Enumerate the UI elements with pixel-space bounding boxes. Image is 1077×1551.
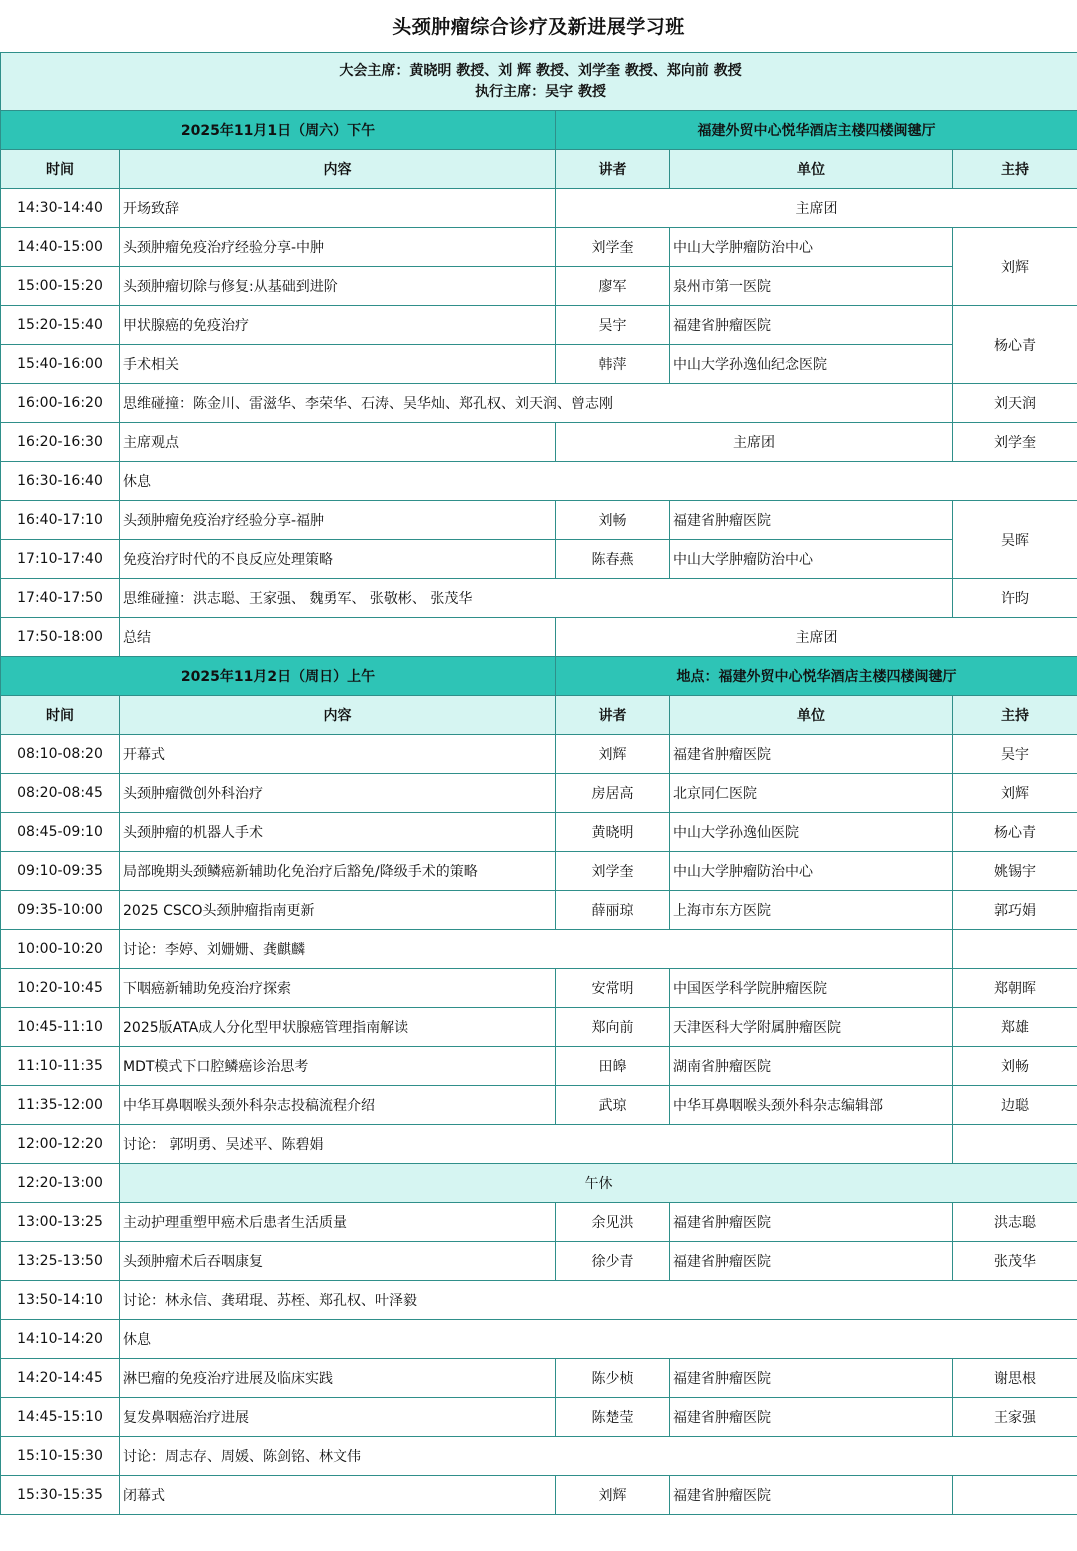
table-row	[1, 1359, 1077, 1398]
content-cell: 总结	[120, 618, 556, 657]
host-cell	[953, 1125, 1077, 1164]
day2-venue: 地点：福建外贸中心悦华酒店主楼四楼闽毽厅	[556, 657, 1077, 696]
content-cell: 主席观点	[120, 423, 556, 462]
time-cell: 10:20-10:45	[1, 969, 120, 1008]
speaker-cell: 薛丽琼	[556, 891, 670, 930]
table-row	[1, 1125, 1077, 1164]
time-cell: 11:10-11:35	[1, 1047, 120, 1086]
content-cell: 头颈肿瘤微创外科治疗	[120, 774, 556, 813]
table-row	[1, 306, 1077, 345]
host-cell: 郑朝晖	[953, 969, 1077, 1008]
header-speaker: 讲者	[556, 150, 670, 189]
table-row	[1, 1320, 1077, 1359]
speaker-cell: 余见洪	[556, 1203, 670, 1242]
unit-cell: 福建省肿瘤医院	[670, 735, 953, 774]
table-row	[1, 852, 1077, 891]
table-row	[1, 774, 1077, 813]
chairs-row	[1, 53, 1077, 111]
host-cell	[953, 1476, 1077, 1515]
table-row	[1, 1398, 1077, 1437]
day1-venue: 福建外贸中心悦华酒店主楼四楼闽毽厅	[556, 111, 1077, 150]
content-cell: 2025版ATA成人分化型甲状腺癌管理指南解读	[120, 1008, 556, 1047]
time-cell: 14:30-14:40	[1, 189, 120, 228]
table-row	[1, 813, 1077, 852]
header-unit: 单位	[670, 696, 953, 735]
table-row	[1, 462, 1077, 501]
table-row	[1, 423, 1077, 462]
speaker-cell: 武琼	[556, 1086, 670, 1125]
day1-header-row	[1, 150, 1077, 189]
header-unit: 单位	[670, 150, 953, 189]
table-row	[1, 1164, 1077, 1203]
content-cell: 头颈肿瘤术后吞咽康复	[120, 1242, 556, 1281]
header-time: 时间	[1, 150, 120, 189]
speaker-cell: 刘辉	[556, 1476, 670, 1515]
speaker-cell: 陈楚莹	[556, 1398, 670, 1437]
unit-cell: 湖南省肿瘤医院	[670, 1047, 953, 1086]
unit-cell: 泉州市第一医院	[670, 267, 953, 306]
content-cell: 讨论： 郭明勇、吴述平、陈碧娟	[120, 1125, 953, 1164]
content-cell: 头颈肿瘤免疫治疗经验分享-福肿	[120, 501, 556, 540]
chairs-line-1: 大会主席：黄晓明 教授、刘 辉 教授、刘学奎 教授、郑向前 教授	[339, 62, 742, 79]
content-cell: 头颈肿瘤免疫治疗经验分享-中肿	[120, 228, 556, 267]
schedule-table	[0, 52, 1077, 1515]
content-cell: 休息	[120, 1320, 1077, 1359]
speaker-cell: 黄晓明	[556, 813, 670, 852]
time-cell: 13:50-14:10	[1, 1281, 120, 1320]
unit-cell: 上海市东方医院	[670, 891, 953, 930]
host-cell	[953, 930, 1077, 969]
table-row	[1, 930, 1077, 969]
speaker-cell: 韩萍	[556, 345, 670, 384]
content-cell: MDT模式下口腔鳞癌诊治思考	[120, 1047, 556, 1086]
host-cell: 刘天润	[953, 384, 1077, 423]
lunch-cell: 午休	[120, 1164, 1077, 1203]
time-cell: 12:20-13:00	[1, 1164, 120, 1203]
unit-cell: 中山大学肿瘤防治中心	[670, 852, 953, 891]
time-cell: 16:30-16:40	[1, 462, 120, 501]
page-title: 头颈肿瘤综合诊疗及新进展学习班	[392, 16, 685, 38]
host-cell: 姚锡宇	[953, 852, 1077, 891]
time-cell: 15:30-15:35	[1, 1476, 120, 1515]
speaker-cell: 吴宇	[556, 306, 670, 345]
host-cell: 谢思根	[953, 1359, 1077, 1398]
content-cell: 头颈肿瘤的机器人手术	[120, 813, 556, 852]
day2-body	[1, 735, 1077, 1515]
table-row	[1, 1047, 1077, 1086]
header-content: 内容	[120, 696, 556, 735]
host-cell: 刘畅	[953, 1047, 1077, 1086]
header-host: 主持	[953, 696, 1077, 735]
day2-header-row	[1, 696, 1077, 735]
host-cell: 杨心青	[953, 813, 1077, 852]
content-cell: 2025 CSCO头颈肿瘤指南更新	[120, 891, 556, 930]
time-cell: 08:10-08:20	[1, 735, 120, 774]
time-cell: 09:10-09:35	[1, 852, 120, 891]
table-row	[1, 1086, 1077, 1125]
content-cell: 开场致辞	[120, 189, 556, 228]
table-row	[1, 1437, 1077, 1476]
time-cell: 13:00-13:25	[1, 1203, 120, 1242]
time-cell: 17:40-17:50	[1, 579, 120, 618]
table-row	[1, 1476, 1077, 1515]
content-cell: 淋巴瘤的免疫治疗进展及临床实践	[120, 1359, 556, 1398]
table-row	[1, 1242, 1077, 1281]
host-cell: 郑雄	[953, 1008, 1077, 1047]
time-cell: 16:40-17:10	[1, 501, 120, 540]
speaker-cell: 廖军	[556, 267, 670, 306]
time-cell: 08:20-08:45	[1, 774, 120, 813]
time-cell: 17:10-17:40	[1, 540, 120, 579]
unit-cell: 福建省肿瘤医院	[670, 1242, 953, 1281]
table-row	[1, 891, 1077, 930]
speaker-cell: 陈春燕	[556, 540, 670, 579]
time-cell: 15:10-15:30	[1, 1437, 120, 1476]
host-cell: 吴宇	[953, 735, 1077, 774]
speaker-cell: 徐少青	[556, 1242, 670, 1281]
time-cell: 10:45-11:10	[1, 1008, 120, 1047]
time-cell: 16:00-16:20	[1, 384, 120, 423]
day1-date: 2025年11月1日（周六）下午	[1, 111, 556, 150]
content-cell: 闭幕式	[120, 1476, 556, 1515]
unit-cell: 福建省肿瘤医院	[670, 1476, 953, 1515]
time-cell: 15:00-15:20	[1, 267, 120, 306]
header-host: 主持	[953, 150, 1077, 189]
time-cell: 16:20-16:30	[1, 423, 120, 462]
header-time: 时间	[1, 696, 120, 735]
speaker-cell: 田皞	[556, 1047, 670, 1086]
time-cell: 14:20-14:45	[1, 1359, 120, 1398]
content-cell: 复发鼻咽癌治疗进展	[120, 1398, 556, 1437]
content-cell: 局部晚期头颈鳞癌新辅助化免治疗后豁免/降级手术的策略	[120, 852, 556, 891]
unit-cell: 福建省肿瘤医院	[670, 306, 953, 345]
content-cell: 甲状腺癌的免疫治疗	[120, 306, 556, 345]
table-row	[1, 618, 1077, 657]
host-cell: 边聪	[953, 1086, 1077, 1125]
unit-cell: 中国医学科学院肿瘤医院	[670, 969, 953, 1008]
content-cell: 讨论：周志存、周媛、陈剑铭、林文伟	[120, 1437, 1077, 1476]
speaker-cell: 房居高	[556, 774, 670, 813]
table-row	[1, 579, 1077, 618]
chairs-cell	[1, 53, 1077, 111]
host-cell: 刘辉	[953, 774, 1077, 813]
table-row	[1, 384, 1077, 423]
time-cell: 14:40-15:00	[1, 228, 120, 267]
unit-cell: 中华耳鼻咽喉头颈外科杂志编辑部	[670, 1086, 953, 1125]
header-content: 内容	[120, 150, 556, 189]
host-cell: 洪志聪	[953, 1203, 1077, 1242]
content-cell: 免疫治疗时代的不良反应处理策略	[120, 540, 556, 579]
content-cell: 思维碰撞：洪志聪、王家强、 魏勇军、 张敬彬、 张茂华	[120, 579, 953, 618]
unit-cell: 福建省肿瘤医院	[670, 501, 953, 540]
content-cell: 中华耳鼻咽喉头颈外科杂志投稿流程介绍	[120, 1086, 556, 1125]
time-cell: 17:50-18:00	[1, 618, 120, 657]
content-cell: 思维碰撞：陈金川、雷滋华、李荣华、石涛、吴华灿、郑孔权、刘天润、曾志刚	[120, 384, 953, 423]
unit-cell: 福建省肿瘤医院	[670, 1398, 953, 1437]
table-row	[1, 1281, 1077, 1320]
header-speaker: 讲者	[556, 696, 670, 735]
host-cell: 许昀	[953, 579, 1077, 618]
day2-date: 2025年11月2日（周日）上午	[1, 657, 556, 696]
host-cell: 刘辉	[953, 228, 1077, 306]
host-cell: 刘学奎	[953, 423, 1077, 462]
unit-cell: 中山大学孙逸仙医院	[670, 813, 953, 852]
table-row	[1, 540, 1077, 579]
merged-cell: 主席团	[556, 618, 1077, 657]
chairs-line-2: 执行主席：吴宇 教授	[475, 83, 606, 100]
merged-cell: 主席团	[556, 189, 1077, 228]
unit-cell: 中山大学肿瘤防治中心	[670, 228, 953, 267]
unit-cell: 福建省肿瘤医院	[670, 1359, 953, 1398]
day1-bar	[1, 111, 1077, 150]
content-cell: 手术相关	[120, 345, 556, 384]
time-cell: 10:00-10:20	[1, 930, 120, 969]
table-row	[1, 1203, 1077, 1242]
content-cell: 头颈肿瘤切除与修复:从基础到进阶	[120, 267, 556, 306]
host-cell: 张茂华	[953, 1242, 1077, 1281]
content-cell: 开幕式	[120, 735, 556, 774]
time-cell: 12:00-12:20	[1, 1125, 120, 1164]
unit-cell: 中山大学孙逸仙纪念医院	[670, 345, 953, 384]
speaker-cell: 陈少桢	[556, 1359, 670, 1398]
time-cell: 14:45-15:10	[1, 1398, 120, 1437]
host-cell: 王家强	[953, 1398, 1077, 1437]
unit-cell: 天津医科大学附属肿瘤医院	[670, 1008, 953, 1047]
content-cell: 休息	[120, 462, 1077, 501]
day2-bar	[1, 657, 1077, 696]
unit-cell: 福建省肿瘤医院	[670, 1203, 953, 1242]
content-cell: 讨论：李婷、刘姗姗、龚麒麟	[120, 930, 953, 969]
merged-cell: 主席团	[556, 423, 953, 462]
time-cell: 14:10-14:20	[1, 1320, 120, 1359]
table-row	[1, 735, 1077, 774]
unit-cell: 北京同仁医院	[670, 774, 953, 813]
time-cell: 15:20-15:40	[1, 306, 120, 345]
content-cell: 主动护理重塑甲癌术后患者生活质量	[120, 1203, 556, 1242]
table-row	[1, 189, 1077, 228]
time-cell: 08:45-09:10	[1, 813, 120, 852]
table-row	[1, 1008, 1077, 1047]
table-row	[1, 501, 1077, 540]
speaker-cell: 郑向前	[556, 1008, 670, 1047]
table-row	[1, 345, 1077, 384]
content-cell: 讨论：林永信、龚珺琨、苏桎、郑孔权、叶泽毅	[120, 1281, 1077, 1320]
speaker-cell: 刘学奎	[556, 852, 670, 891]
table-row	[1, 228, 1077, 267]
content-cell: 下咽癌新辅助免疫治疗探索	[120, 969, 556, 1008]
speaker-cell: 安常明	[556, 969, 670, 1008]
speaker-cell: 刘畅	[556, 501, 670, 540]
speaker-cell: 刘辉	[556, 735, 670, 774]
time-cell: 09:35-10:00	[1, 891, 120, 930]
time-cell: 11:35-12:00	[1, 1086, 120, 1125]
time-cell: 13:25-13:50	[1, 1242, 120, 1281]
host-cell: 吴晖	[953, 501, 1077, 579]
table-row	[1, 267, 1077, 306]
host-cell: 杨心青	[953, 306, 1077, 384]
time-cell: 15:40-16:00	[1, 345, 120, 384]
speaker-cell: 刘学奎	[556, 228, 670, 267]
unit-cell: 中山大学肿瘤防治中心	[670, 540, 953, 579]
host-cell: 郭巧娟	[953, 891, 1077, 930]
table-row	[1, 969, 1077, 1008]
